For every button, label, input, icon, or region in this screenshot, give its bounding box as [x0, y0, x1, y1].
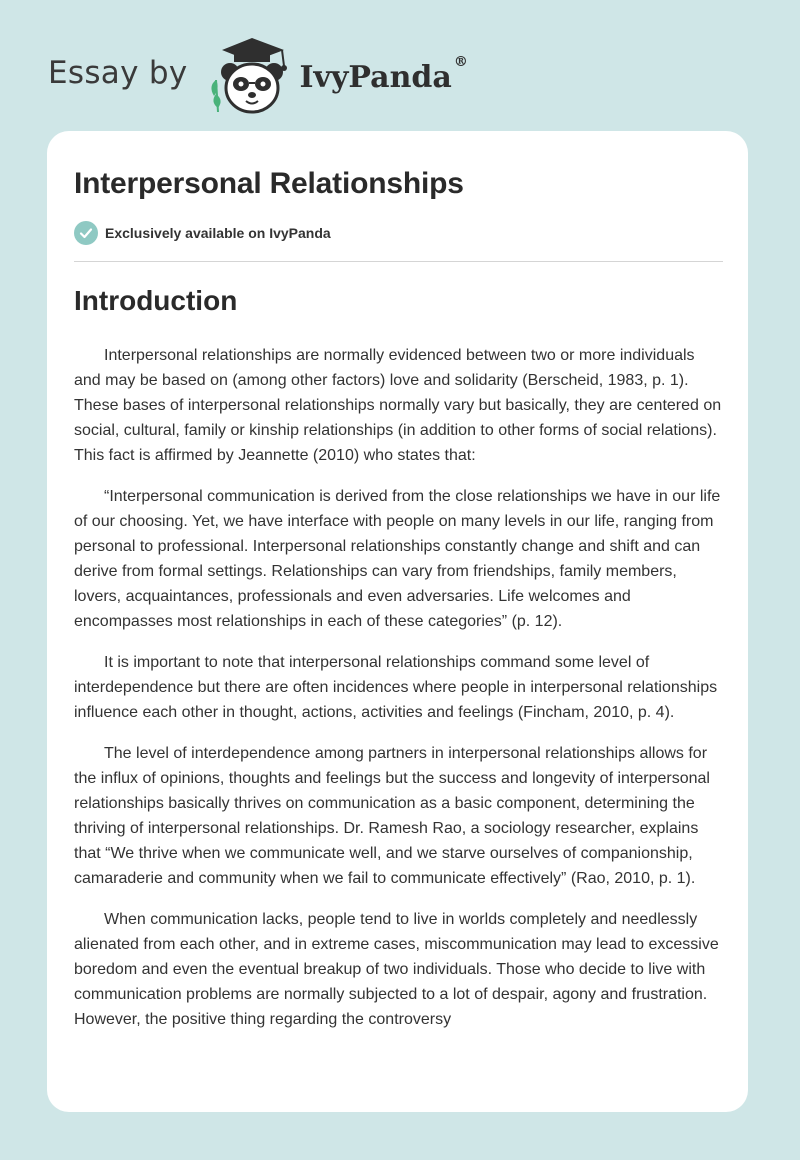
registered-mark: ®	[453, 53, 468, 70]
paragraph: The level of interdependence among partners in interpersonal relationships allows for the influx of opinions, thoughts and feelings but the success and longevity of interpersonal relationships basically thrives on communication as a basic component, determining the thriving of interpersonal relationships. Dr. Ramesh Rao, a sociology researcher, explains that “We thrive when we communicate well, and we starve ourselves of companionship, camaraderie and community when we fail to communicate effectively” (Rao, 2010, p. 1).	[74, 745, 710, 887]
brand-name: IvyPanda ®	[299, 53, 468, 95]
paragraph: When communication lacks, people tend to live in worlds completely and needlessly alienated from each other, and in extreme cases, miscommunication may lead to excessive boredom and even the eventual breakup of two individuals. Those who decide to live with communication problems are normally subjected to a lot of despair, agony and frustration. However, the positive thing regarding the controversy	[74, 911, 719, 1028]
essay-card	[47, 131, 748, 1112]
exclusive-badge	[74, 221, 331, 245]
paragraph: Interpersonal relationships are normally evidenced between two or more individuals and may be based on (among other factors) love and solidarity (Berscheid, 1983, p. 1). These bases of interpersonal relationships normally vary but basically, they are centered on social, cultural, family or kinship relationships (in addition to other forms of social relations). This fact is affirmed by Jeannette (2010) who states that:	[74, 347, 722, 464]
exclusive-label: Exclusively available on IvyPanda	[105, 225, 331, 241]
check-circle-icon	[74, 221, 98, 245]
essay-by-label: Essay by	[48, 55, 188, 91]
quote-paragraph: “Interpersonal communication is derived from the close relationships we have in our life of our choosing. Yet, we have interface with people on many levels in our life, ranging from personal to professional. Interpersonal relationships constantly change and shift and can derive from formal settings. Relationships can vary from friendships, family members, lovers, acquaintances, professionals and even adversaries. Life welcomes and encompasses most relationships in each of these categories” (p. 12).	[74, 488, 721, 630]
paragraph: It is important to note that interpersonal relationships command some level of interdependence but there are often incidences where people in interpersonal relationships influence each other in thought, actions, activities and feelings (Fincham, 2010, p. 4).	[74, 654, 718, 721]
page-title: Interpersonal Relationships	[74, 167, 464, 200]
panda-graduate-icon	[204, 36, 294, 116]
divider	[74, 261, 723, 262]
essay-body	[74, 343, 723, 1048]
site-header	[48, 36, 468, 116]
section-heading: Introduction	[74, 285, 238, 316]
